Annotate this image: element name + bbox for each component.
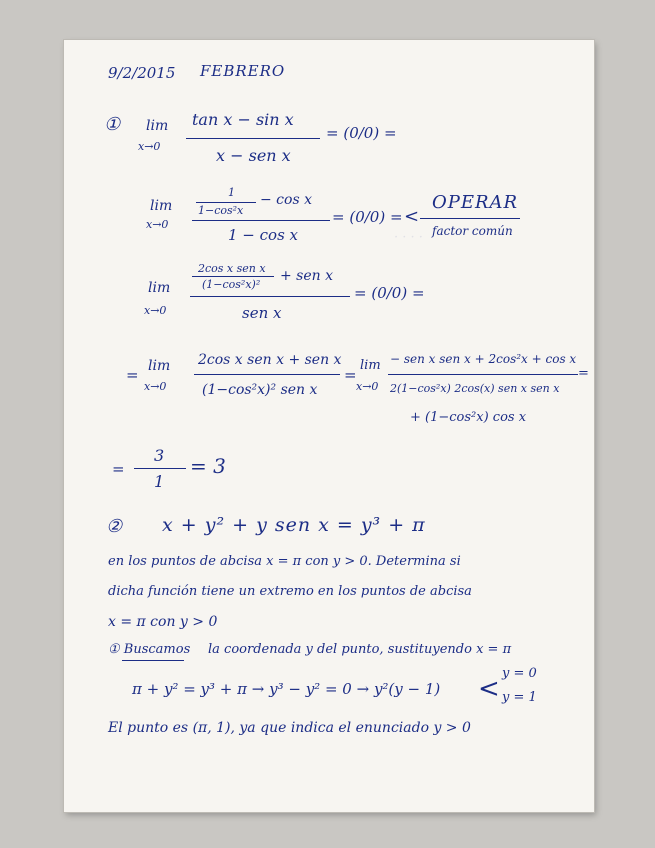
limit-subscript: x→0 — [356, 380, 379, 393]
step3-result: = (0/0) = — [354, 284, 425, 302]
step2-inner-denominator: 1−cos²x — [198, 204, 244, 217]
step4-fraction-bar-2 — [388, 374, 578, 375]
result-value: = 3 — [190, 454, 226, 478]
step3-numerator-rest: + sen x — [280, 268, 334, 284]
branch-top: y = 0 — [502, 666, 537, 681]
calculation-line: π + y² = y³ + π → y³ − y² = 0 → y²(y − 1) — [132, 680, 441, 698]
step3-fraction-bar — [190, 296, 350, 297]
step2-inner-bar — [196, 202, 256, 203]
step2-denominator: 1 − cos x — [228, 226, 299, 244]
step4-denominator: (1−cos²x)² sen x — [202, 382, 318, 398]
branch-symbol: < — [478, 674, 500, 704]
step3-inner-bar — [192, 276, 274, 277]
result-numerator: 3 — [154, 446, 165, 465]
limit-subscript: x→0 — [144, 380, 167, 393]
problem-2-number: ② — [106, 516, 123, 537]
problem-1-number: ① — [104, 114, 121, 135]
notebook-page — [64, 40, 594, 812]
step3-denominator: sen x — [242, 304, 282, 322]
problem-2-statement-line-3: x = π con y > 0 — [108, 614, 218, 630]
step-text: la coordenada y del punto, sustituyendo x = π — [208, 642, 512, 657]
step-label-underline — [122, 660, 184, 661]
step1-fraction-bar — [186, 138, 320, 139]
step4-fraction-bar — [194, 374, 340, 375]
step3-inner-denominator: (1−cos²x)² — [202, 278, 261, 291]
step1-denominator: x − sen x — [216, 146, 291, 165]
step1-result: = (0/0) = — [326, 124, 397, 142]
step4-numerator: 2cos x sen x + sen x — [198, 352, 342, 368]
step4-equals-2: = — [344, 366, 357, 384]
step3-inner-numerator: 2cos x sen x — [198, 262, 266, 275]
limit-label: lim — [150, 198, 173, 214]
note-underline — [420, 218, 520, 219]
problem-2-statement-line-2: dicha función tiene un extremo en los puntos de abcisa — [108, 584, 472, 599]
problem-2-statement-line-1: en los puntos de abcisa x = π con y > 0. Determina si — [108, 554, 461, 569]
step1-numerator: tan x − sin x — [192, 110, 294, 129]
step4-numerator-2: − sen x sen x + 2cos²x + cos x — [390, 352, 577, 366]
note-arrow: < — [404, 206, 420, 227]
result-denominator: 1 — [154, 472, 165, 491]
limit-subscript: x→0 — [146, 218, 169, 231]
step4-end-equals: = — [578, 366, 589, 381]
limit-label: lim — [146, 118, 169, 134]
result-equals: = — [112, 460, 125, 478]
limit-subscript: x→0 — [144, 304, 167, 317]
step2-inner-numerator: 1 — [228, 186, 235, 199]
month: FEBRERO — [200, 62, 286, 80]
limit-subscript: x→0 — [138, 140, 161, 153]
bleed-through-text: · · · · — [394, 230, 423, 245]
limit-label: lim — [148, 280, 171, 296]
step2-fraction-bar — [192, 220, 330, 221]
limit-label: lim — [360, 358, 381, 373]
step2-result: = (0/0) = — [332, 208, 403, 226]
step-label: ① Buscamos — [108, 642, 191, 657]
step2-numerator-rest: − cos x — [260, 192, 312, 208]
step4-denominator-2b: + (1−cos²x) cos x — [410, 410, 527, 425]
branch-bottom: y = 1 — [502, 690, 537, 705]
result-fraction-bar — [134, 468, 186, 469]
conclusion: El punto es (π, 1), ya que indica el enunciado y > 0 — [108, 720, 471, 736]
problem-2-equation: x + y² + y sen x = y³ + π — [162, 514, 426, 536]
note-factor-comun: factor común — [432, 224, 513, 238]
limit-label: lim — [148, 358, 171, 374]
note-operar: OPERAR — [432, 192, 519, 213]
step4-equals: = — [126, 366, 139, 384]
step4-denominator-2: 2(1−cos²x) 2cos(x) sen x sen x — [390, 382, 560, 395]
date: 9/2/2015 — [108, 64, 176, 82]
